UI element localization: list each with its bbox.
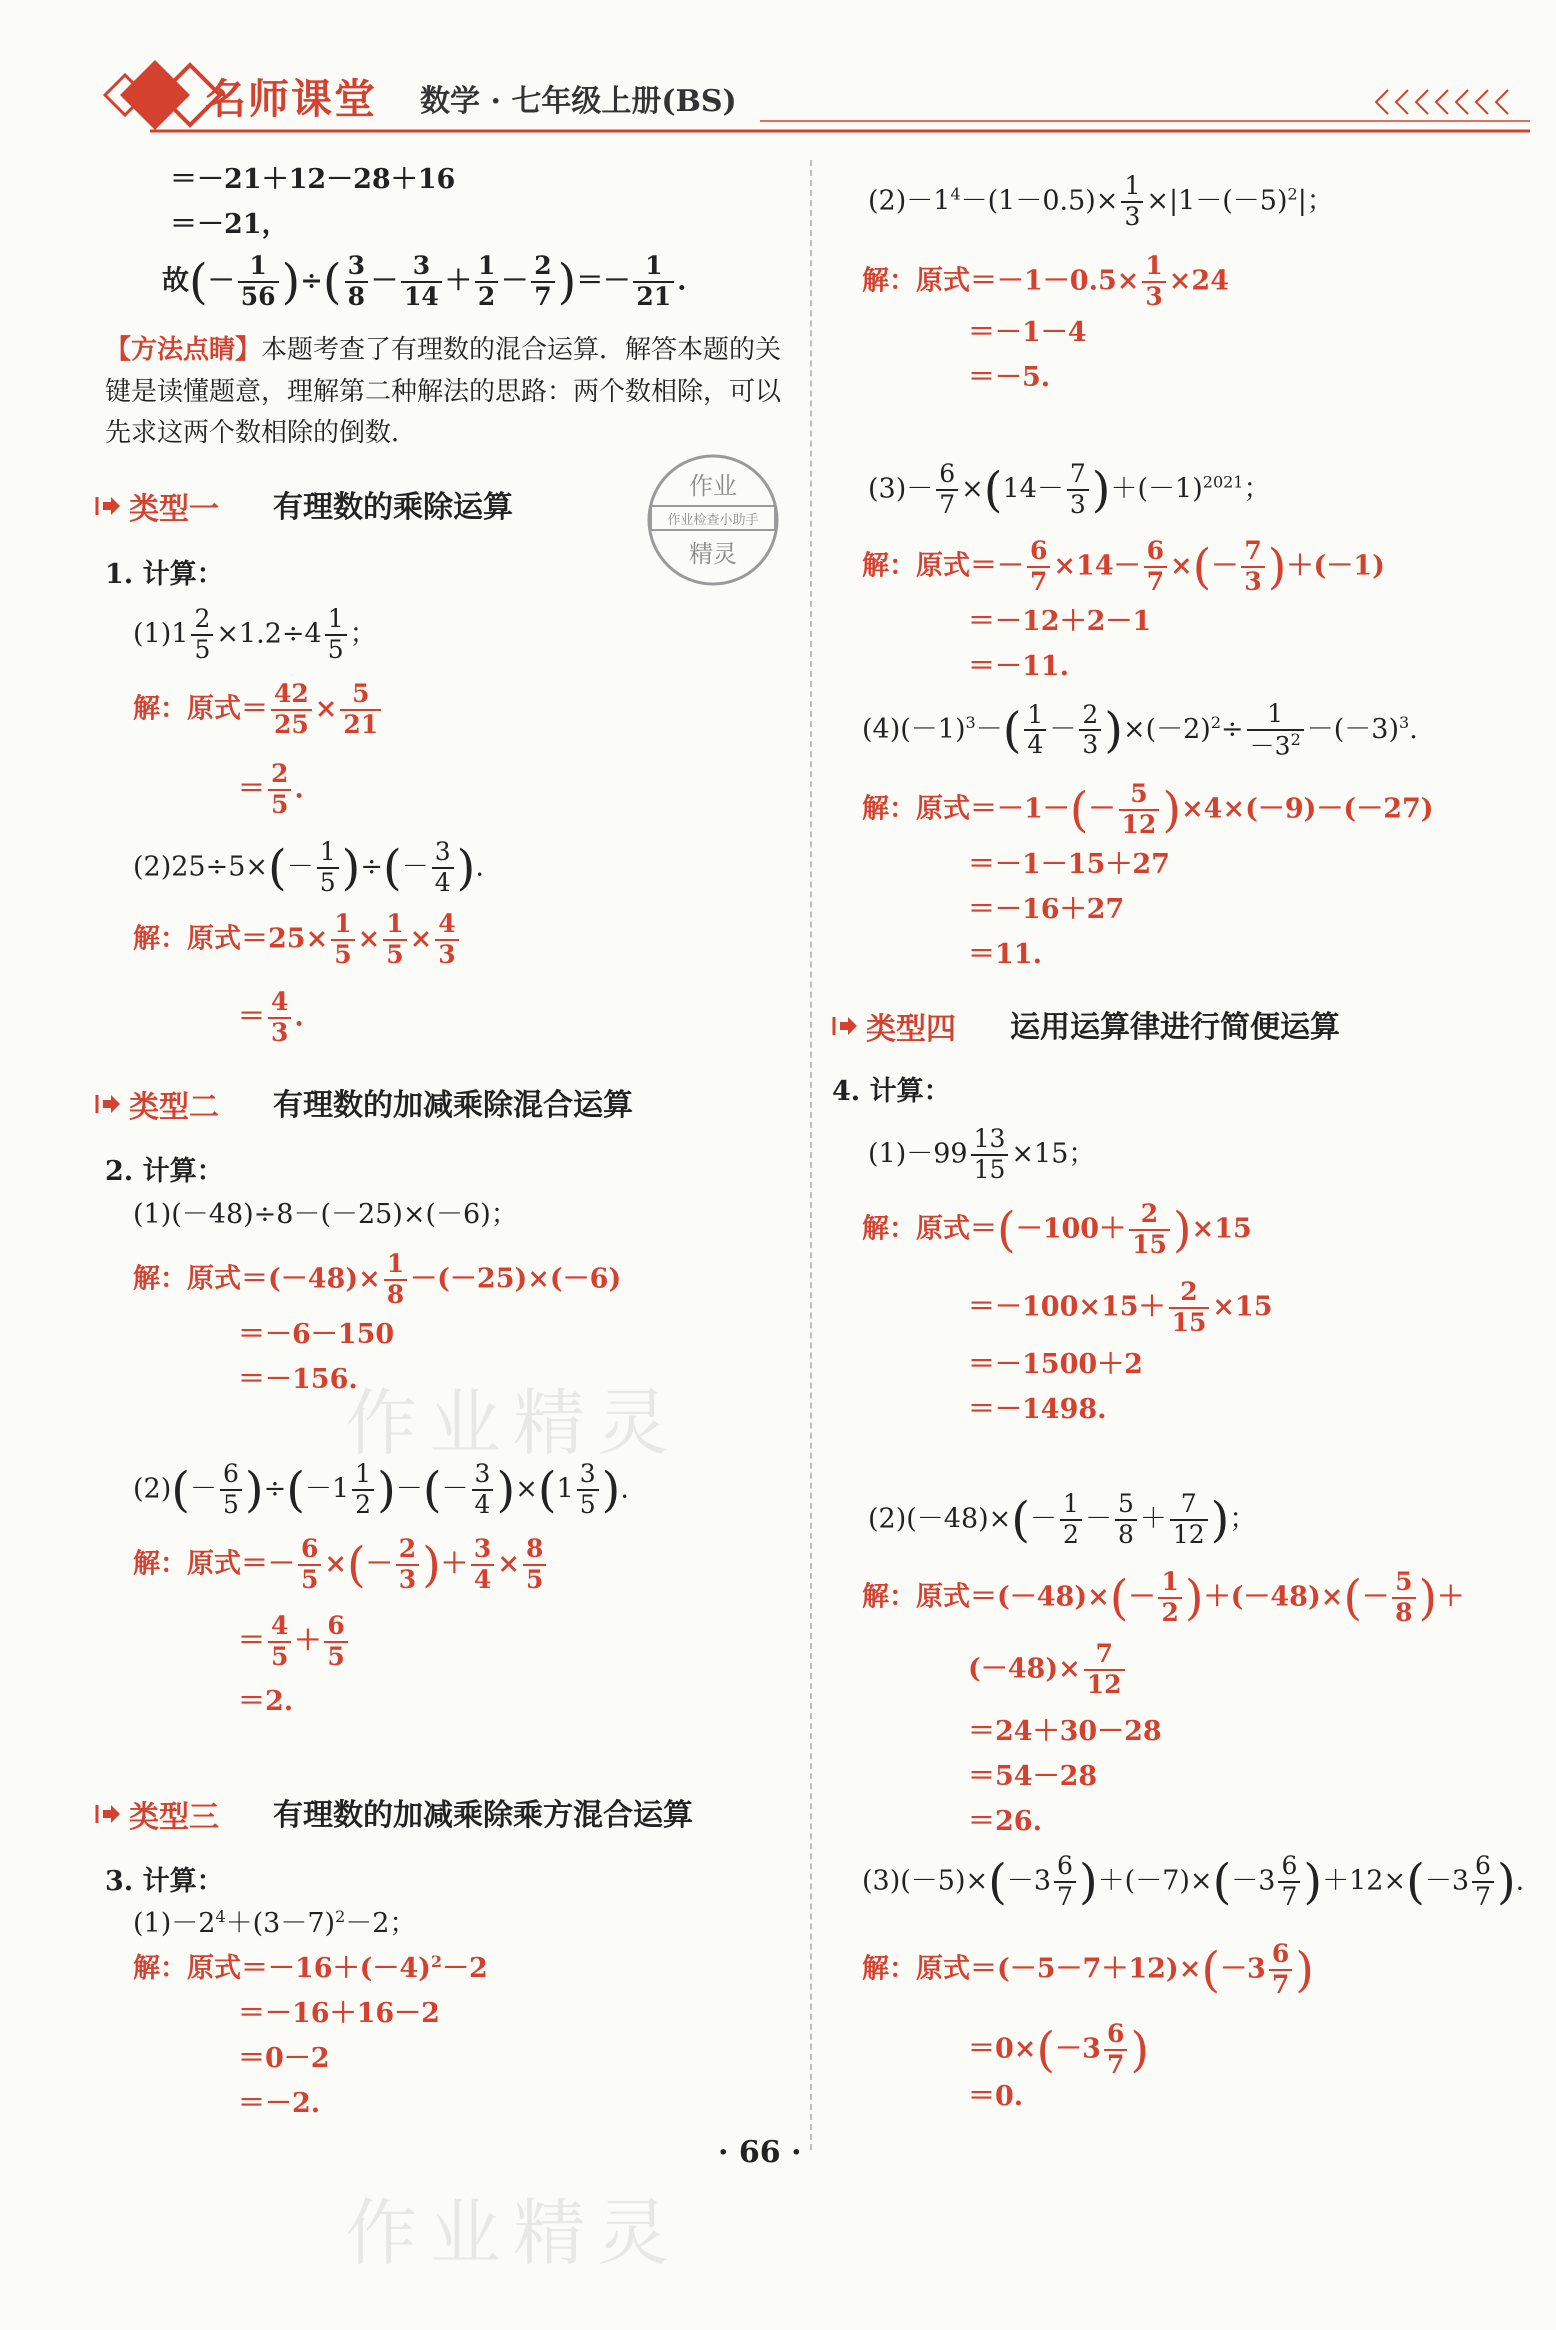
solution: ＝0. [968,2081,1024,2112]
solution: 解：原式＝(－48)×(－ $\frac{1}{2}$ )＋(－48)×(－ $\frac{5}{8}$ )＋ [862,1567,1465,1627]
solution: 解：原式＝(－48)× $\frac{1}{8}$ －(－25)×(－6) [133,1249,622,1309]
solution: ＝－16＋27 [968,894,1125,925]
stamp-logo [643,450,783,590]
page-number: · 66 · [718,2135,802,2170]
solution: ＝24＋30－28 [968,1716,1162,1747]
solution: ＝－1498. [968,1394,1107,1425]
watermark: 作业精灵 [345,2191,682,2275]
solution: ＝54－28 [968,1761,1098,1792]
solution: 解：原式＝(－100＋ $\frac{2}{15}$ )×15 [862,1199,1252,1259]
solution: ＝－16＋16－2 [238,1998,440,2029]
section-heading: 类型一 有理数的乘除运算 [95,482,513,528]
brand-title: 名师课堂 [205,75,377,123]
section-heading: 类型三 有理数的加减乘除乘方混合运算 [95,1790,693,1836]
solution: ＝－156. [238,1364,358,1395]
solution: 解：原式＝(－5－7＋12)×(－3 $\frac{6}{7}$ ) [862,1939,1314,1999]
solution: ＝－1500＋2 [968,1349,1143,1380]
solution: ＝－12＋2－1 [968,606,1152,637]
solution: 解：原式＝25× $\frac{1}{5}$ × $\frac{1}{5}$ × $\frac{4}{3}$ [133,910,462,970]
line: ＝－21＋12－28＋16 [170,164,456,195]
question: $(1)-2^4+(3-7)^2-2$； [133,1907,417,1939]
solution: 解：原式＝－ $\frac{6}{5}$ ×(－ $\frac{2}{3}$ )＋ $\frac{3}{4}$ × $\frac{8}{5}$ [133,1535,549,1595]
question: (3)－ $\frac{6}{7}$ ×(14－ $\frac{7}{3}$ )$+(-1)^{2021}$； [868,459,1271,519]
svg-text:作业检查小助手: 作业检查小助手 [667,513,759,528]
solution: ＝－1－4 [968,317,1087,348]
page-header [0,0,1556,140]
question: $(4)(-1)^3-$( $\frac{1}{4}$ － $\frac{2}{3}$ )$\times(-2)^2\div$ $\frac{1}{-3^2}$ $-(-3)^3$. [862,699,1418,761]
question: (3)(－5)×(－3 $\frac{6}{7}$ )＋(－7)×(－3 $\frac{6}{7}$ )＋12×(－3 $\frac{6}{7}$ ). [862,1851,1525,1911]
solution: ＝－2. [238,2088,321,2119]
question: (1)1 $\frac{2}{5}$ ×1.2÷4 $\frac{1}{5}$ ； [133,604,377,664]
solution: ＝ $\frac{4}{3}$ . [238,987,304,1047]
svg-text:精灵: 精灵 [689,540,737,568]
svg-text:作业: 作业 [689,472,737,500]
solution: 解：原式＝－1－0.5× $\frac{1}{3}$ ×24 [862,251,1229,311]
solution: 解：原式$=-16+(-4)^2-2$ [133,1952,488,1984]
problem-number: 1. 计算： [105,559,224,590]
arrow-icon [95,1803,121,1825]
problem-number: 3. 计算： [105,1866,224,1897]
solution: (－48)× $\frac{7}{12}$ [968,1640,1128,1700]
solution: ＝2. [238,1686,294,1717]
solution: 解：原式＝－ $\frac{6}{7}$ ×14－ $\frac{6}{7}$ ×(－ $\frac{7}{3}$ )＋(－1) [862,536,1385,596]
solution: ＝11. [968,939,1042,970]
solution: ＝0×(－3 $\frac{6}{7}$ ) [968,2019,1150,2079]
solution: ＝26. [968,1806,1042,1837]
column-divider [810,160,812,2150]
solution: 解：原式＝－1－(－ $\frac{5}{12}$ )×4×(－9)－(－27) [862,779,1434,839]
solution: ＝－6－150 [238,1319,395,1350]
subject-title: 数学 · 七年级上册(BS) [420,84,737,119]
question: $(2)-1^4-(1-0.5)\times$ $\frac{1}{3}$ $\times|1-(-5)^2|$； [868,171,1334,231]
solution: 解：原式＝ $\frac{42}{25}$ × $\frac{5}{21}$ [133,680,384,740]
line: ＝－21， [170,209,289,240]
question: (2)(－ $\frac{6}{5}$ )÷(－1 $\frac{1}{2}$ )－(－ $\frac{3}{4}$ )×(1 $\frac{3}{5}$ ). [133,1459,629,1519]
question: (1)－99 $\frac{13}{15}$ ×15； [868,1124,1096,1184]
arrow-icon [95,495,121,517]
question: (2)(－48)×(－ $\frac{1}{2}$ － $\frac{5}{8}$ ＋ $\frac{7}{12}$ )； [868,1489,1257,1549]
conclusion-line: 故(－ $\frac{1}{56}$ )÷( $\frac{3}{8}$ － $\frac{3}{14}$ ＋ $\frac{1}{2}$ － $\frac{2}{7}$ )＝－ $\frac{1}{21}$ . [162,251,687,311]
problem-number: 2. 计算： [105,1156,224,1187]
question: (1)(－48)÷8－(－25)×(－6)； [133,1199,518,1230]
watermark: 作业精灵 [345,1381,682,1465]
arrow-icon [95,1093,121,1115]
solution: ＝ $\frac{4}{5}$ ＋ $\frac{6}{5}$ [238,1612,351,1672]
solution: ＝－100×15＋ $\frac{2}{15}$ ×15 [968,1277,1273,1337]
solution: ＝ $\frac{2}{5}$ . [238,759,304,819]
solution: ＝－11. [968,651,1069,682]
section-heading: 类型二 有理数的加减乘除混合运算 [95,1080,633,1126]
method-tip: 【方法点睛】本题考查了有理数的混合运算．解答本题的关键是读懂题意，理解第二种解法的思路：两个数相除，可以先求这两个数相除的倒数． [105,335,782,449]
solution: ＝－5. [968,362,1051,393]
section-heading: 类型四 运用运算律进行简便运算 [832,1002,1340,1048]
solution: ＝－1－15＋27 [968,849,1170,880]
question: (2)25÷5×(－ $\frac{1}{5}$ )÷(－ $\frac{3}{4}$ ). [133,837,484,897]
arrow-icon [832,1015,858,1037]
solution: ＝0－2 [238,2043,330,2074]
problem-number: 4. 计算： [832,1076,951,1107]
